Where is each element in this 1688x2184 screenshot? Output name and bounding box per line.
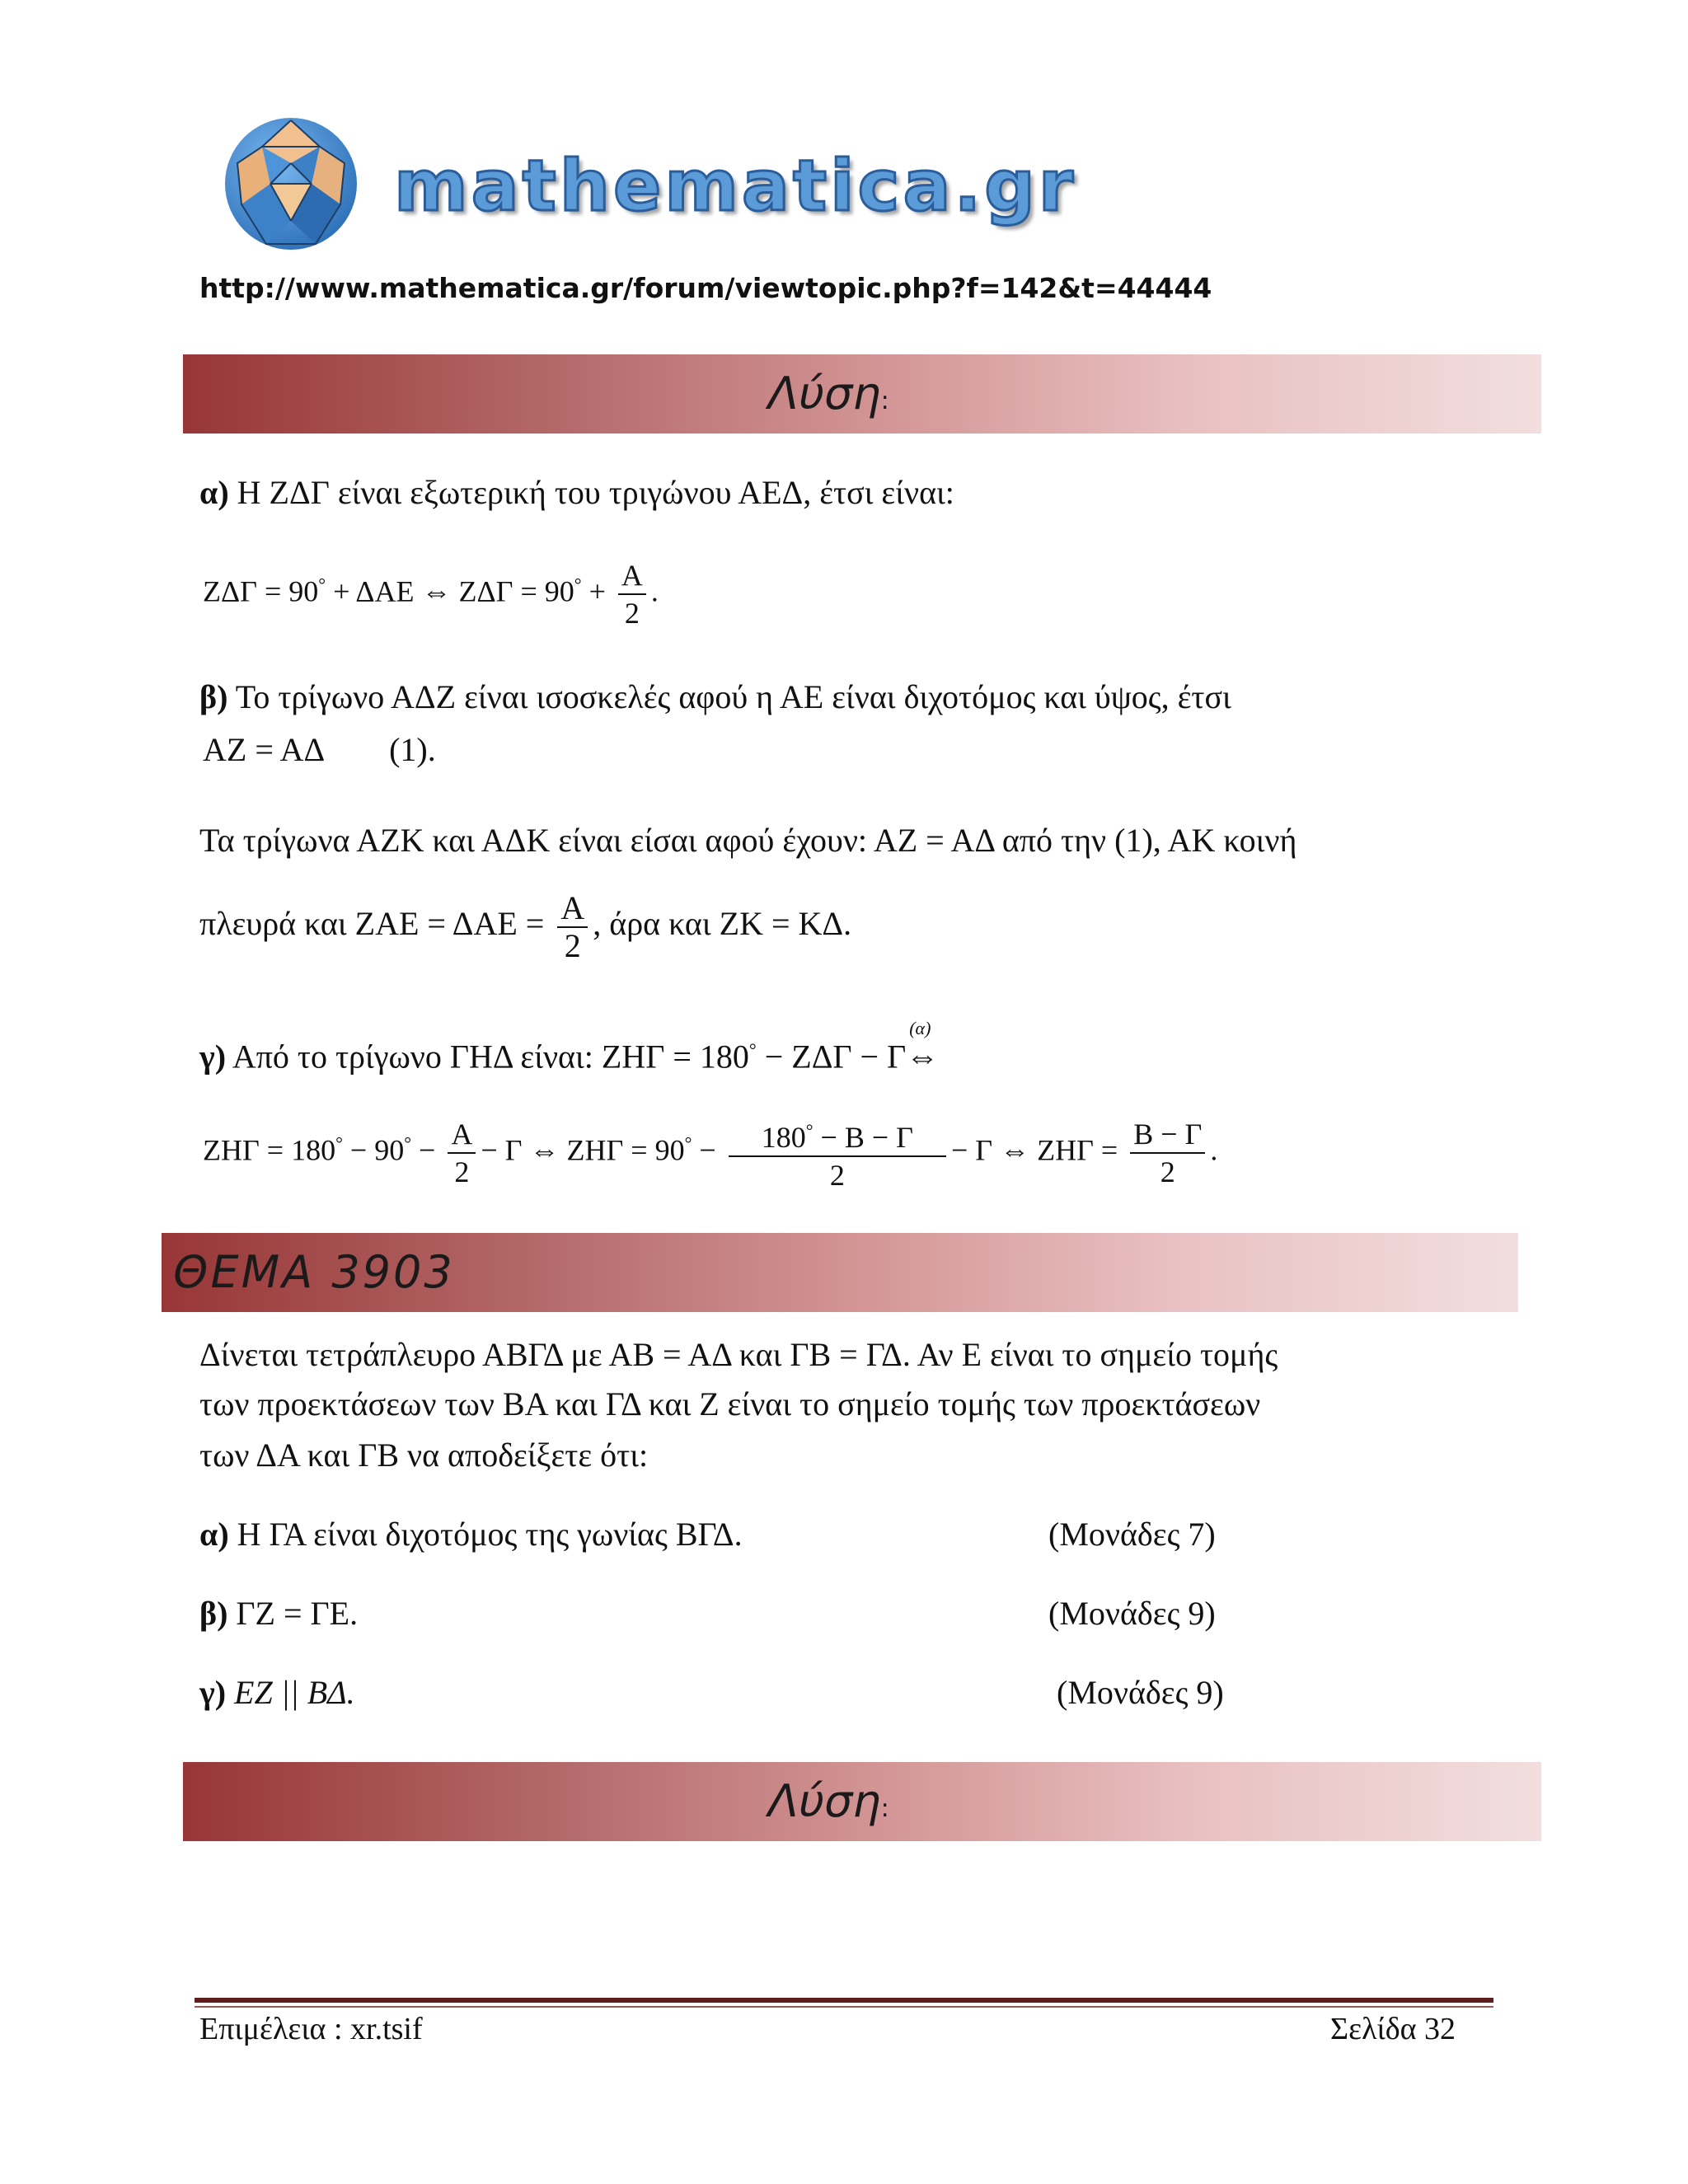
polyhedron-logo-icon [221,114,361,254]
question-b-points: (Μονάδες 9) [1048,1595,1216,1632]
theme-statement-line-2: των προεκτάσεων των ΒΑ και ΓΔ και Ζ είναι το σημείο τομής των προεκτάσεων [199,1385,1261,1422]
theme-heading-band [162,1233,1518,1312]
equation-gamma: ΖΗΓ = 180° − 90° − $\frac{A}{2}$ − Γ ⇔ ΖΗΓ = 90° − $\frac{180^\circ - B - \Gamma}{2}$ − Γ ⇔ ΖΗΓ = $\frac{B - \Gamma}{2}$ . [203,1113,1217,1193]
solution-part-c: γ) Από το τρίγωνο ΓΗΔ είναι: ΖΗΓ = 180° − ΖΔΓ − Γ (α) ⇔ [199,1018,940,1076]
solution-part-b: β) Το τρίγωνο ΑΔΖ είναι ισοσκελές αφού η ΑΕ είναι διχοτόμος και ύψος, έτσι [199,678,1231,715]
theme-title: ΘΕΜΑ 3903 [173,1246,455,1298]
solution-part-b-equation: ΑΖ = ΑΔ (1). [203,731,436,768]
question-c-points: (Μονάδες 9) [1057,1674,1224,1711]
question-a: α) Η ΓΑ είναι διχοτόμος της γωνίας ΒΓΔ. [199,1516,743,1553]
footer-editor: Επιμέλεια : xr.tsif [199,2012,423,2046]
question-a-points: (Μονάδες 7) [1048,1516,1216,1553]
logo-text: mathematica.gr [394,145,1077,227]
question-b: β) ΓΖ = ΓΕ. [199,1595,359,1632]
congruence-line-2: πλευρά και ΖΑΕ = ΔΑΕ = $\frac{A}{2}$ , άρα και ΖΚ = ΚΔ. [199,889,852,964]
footer-rule-thin [195,2006,1493,2008]
footer-page-number: Σελίδα 32 [1330,2012,1456,2046]
solution-heading-band [183,354,1541,434]
solution-part-a: α) Η ΖΔΓ είναι εξωτερική του τριγώνου ΑΕΔ, έτσι είναι: [199,474,954,511]
footer-rule [195,1998,1493,2003]
theme-statement-line-1: Δίνεται τετράπλευρο ΑΒΓΔ με ΑΒ = ΑΔ και ΓΒ = ΓΔ. Αν Ε είναι το σημείο τομής [199,1336,1278,1373]
equation-1: ΖΔΓ = 90° + ΔΑΕ ⇔ ΖΔΓ = 90° + $\frac{A}{2}$ . [203,559,659,630]
source-url[interactable]: http://www.mathematica.gr/forum/viewtopic.php?f=142&t=44444 [199,272,1212,304]
solution-heading: Λύση: [768,368,889,419]
solution-heading-2: Λύση: [768,1775,889,1827]
theme-statement-line-3: των ΔΑ και ΓΒ να αποδείξετε ότι: [199,1436,649,1474]
congruence-line-1: Τα τρίγωνα ΑΖΚ και ΑΔΚ είναι είσαι αφού έχουν: ΑΖ = ΑΔ από την (1), ΑΚ κοινή [199,822,1297,859]
question-c: γ) ΕΖ || ΒΔ. [199,1674,355,1711]
solution-heading-band-2 [183,1762,1541,1841]
